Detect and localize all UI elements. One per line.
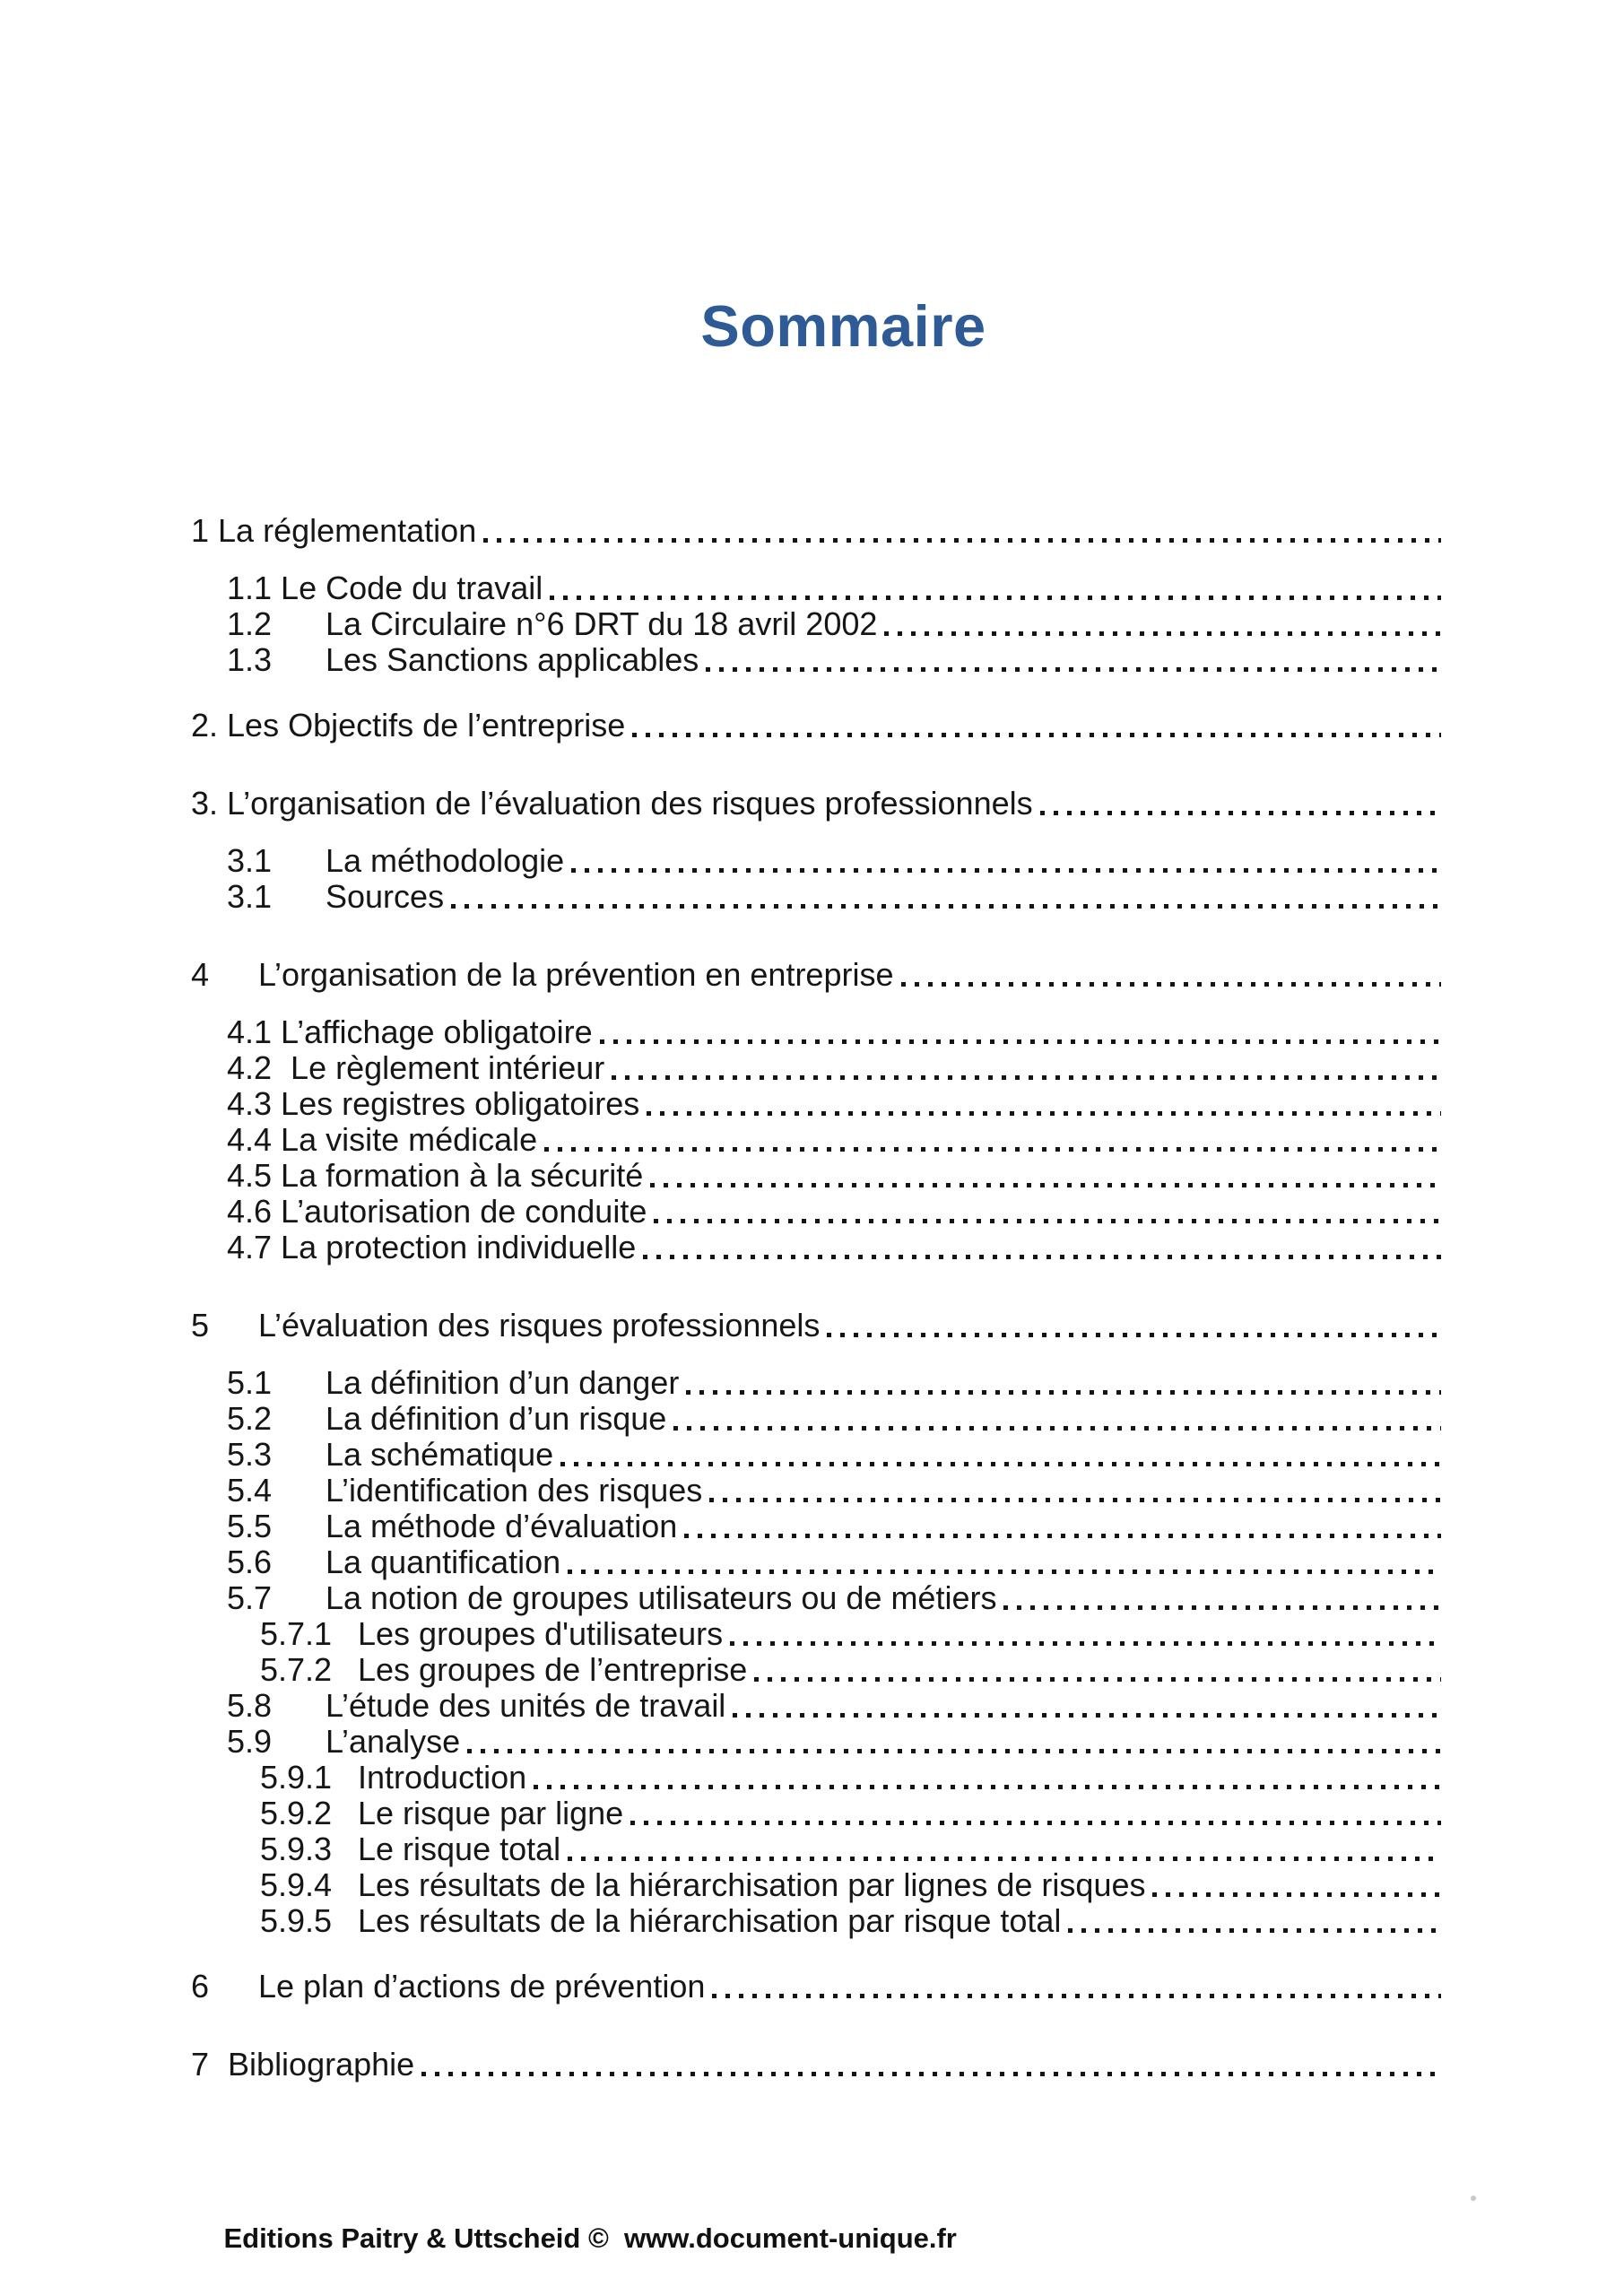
toc-entry-number: 1.2	[227, 605, 273, 642]
dot-leader	[1152, 1892, 1441, 1897]
dot-leader	[650, 1183, 1441, 1187]
toc-entry-label: La définition d’un danger	[326, 1364, 680, 1401]
toc-entry-label: L’autorisation de conduite	[281, 1193, 647, 1230]
toc-entry-label: Les groupes d'utilisateurs	[358, 1615, 724, 1652]
toc-entry	[191, 1437, 1442, 1473]
toc-entry-label: L’organisation de la prévention en entreprise	[258, 956, 894, 993]
toc-entry	[191, 843, 1442, 879]
dot-leader	[1068, 1928, 1441, 1933]
page-speck	[1471, 2196, 1476, 2201]
toc-entry	[191, 1401, 1442, 1437]
toc-entry-number: 5.5	[227, 1508, 273, 1544]
dot-leader	[550, 596, 1441, 600]
toc-entry-number: 5.9.5	[260, 1902, 333, 1939]
toc-entry-label: La schématique	[326, 1436, 554, 1473]
toc-entry-number: 3.	[191, 785, 219, 822]
dot-leader	[467, 1749, 1441, 1753]
toc-entry	[191, 1544, 1442, 1580]
toc-entry	[191, 606, 1442, 642]
toc-entry-number: 3.1	[227, 842, 273, 879]
dot-leader	[451, 904, 1441, 909]
toc-entry	[191, 1014, 1442, 1050]
toc-entry-label: La méthode d’évaluation	[326, 1508, 678, 1544]
toc-entry-label: Les groupes de l’entreprise	[358, 1651, 748, 1688]
toc-entry	[191, 2047, 1442, 2083]
toc-entry-label: Le risque par ligne	[358, 1795, 624, 1831]
toc-entry-number: 1.1	[227, 570, 273, 606]
dot-leader	[647, 1111, 1441, 1116]
toc-entry	[191, 879, 1442, 915]
dot-leader	[612, 1075, 1441, 1080]
toc-entry-label: La méthodologie	[326, 842, 565, 879]
table-of-contents	[191, 513, 1442, 2083]
dot-leader	[730, 1641, 1441, 1646]
dot-leader	[884, 631, 1441, 636]
dot-leader	[754, 1677, 1441, 1682]
toc-entry	[191, 1796, 1442, 1831]
dot-leader	[1040, 811, 1441, 815]
toc-entry	[191, 1616, 1442, 1652]
toc-entry-label: L’identification des risques	[326, 1472, 703, 1509]
dot-leader	[483, 538, 1441, 543]
toc-entry-label: La protection individuelle	[281, 1229, 637, 1265]
dot-leader	[654, 1219, 1441, 1223]
toc-entry-number: 7	[191, 2046, 210, 2083]
toc-entry	[191, 1760, 1442, 1796]
toc-entry-label: L’étude des unités de travail	[326, 1687, 726, 1724]
toc-entry	[191, 708, 1442, 744]
toc-entry-label: Bibliographie	[228, 2046, 415, 2083]
toc-entry	[191, 1580, 1442, 1616]
toc-entry-label: La notion de groupes utilisateurs ou de métiers	[326, 1579, 997, 1616]
dot-leader	[827, 1333, 1441, 1337]
dot-leader	[568, 1857, 1441, 1861]
toc-entry-number: 1	[191, 512, 210, 549]
toc-entry	[191, 1308, 1442, 1344]
toc-entry-number: 3.1	[227, 878, 273, 915]
toc-entry	[191, 1230, 1442, 1265]
dot-leader	[568, 1570, 1441, 1574]
toc-entry-label: La définition d’un risque	[326, 1400, 667, 1437]
toc-entry-label: La réglementation	[218, 512, 477, 549]
toc-entry-label: Introduction	[358, 1759, 527, 1796]
toc-entry-label: Les résultats de la hiérarchisation par lignes de risques	[358, 1866, 1146, 1903]
dot-leader	[421, 2072, 1441, 2076]
toc-entry-number: 6	[191, 1968, 210, 2005]
toc-entry-label: Les résultats de la hiérarchisation par risque total	[358, 1902, 1062, 1939]
toc-entry	[191, 1473, 1442, 1509]
toc-entry	[191, 1903, 1442, 1939]
toc-entry	[191, 570, 1442, 606]
toc-entry-number: 5.1	[227, 1364, 273, 1401]
footer	[193, 2185, 957, 2292]
toc-entry-label: Les Sanctions applicables	[326, 641, 699, 678]
dot-leader	[632, 733, 1441, 737]
toc-entry-number: 5.7.2	[260, 1651, 333, 1688]
toc-entry	[191, 1086, 1442, 1122]
dot-leader	[712, 1994, 1441, 1998]
toc-entry-number: 5.8	[227, 1687, 273, 1724]
toc-entry-label: L’évaluation des risques professionnels	[258, 1307, 821, 1344]
dot-leader	[706, 667, 1441, 672]
dot-leader	[1003, 1605, 1441, 1610]
toc-entry-label: La Circulaire n°6 DRT du 18 avril 2002	[326, 605, 878, 642]
toc-entry	[191, 1724, 1442, 1760]
toc-entry-number: 4.6	[227, 1193, 273, 1230]
toc-entry-label: Les Objectifs de l’entreprise	[227, 707, 626, 744]
dot-leader	[673, 1426, 1441, 1431]
toc-entry-label: La formation à la sécurité	[281, 1157, 644, 1194]
toc-entry-label: Sources	[326, 878, 445, 915]
toc-entry	[191, 1831, 1442, 1867]
toc-entry-number: 5.4	[227, 1472, 273, 1509]
toc-entry	[191, 1158, 1442, 1194]
toc-entry	[191, 1365, 1442, 1401]
dot-leader	[901, 982, 1442, 987]
toc-entry	[191, 1652, 1442, 1688]
toc-entry-label: Le risque total	[358, 1831, 561, 1867]
toc-entry-label: Le plan d’actions de prévention	[258, 1968, 706, 2005]
dot-leader	[684, 1534, 1441, 1538]
page-title: Sommaire	[700, 293, 986, 359]
toc-entry	[191, 1050, 1442, 1086]
toc-entry-number: 5.9	[227, 1723, 273, 1760]
toc-entry-label: L’analyse	[326, 1723, 461, 1760]
toc-entry-number: 4.2	[227, 1049, 273, 1086]
dot-leader	[600, 1039, 1441, 1044]
toc-entry-label: Les registres obligatoires	[281, 1085, 640, 1122]
footer-text: Editions Paitry & Uttscheid © www.document-unique.fr	[223, 2222, 957, 2254]
toc-entry-number: 4.5	[227, 1157, 273, 1194]
toc-entry-label: Le règlement intérieur	[291, 1049, 605, 1086]
toc-entry-number: 5	[191, 1307, 210, 1344]
dot-leader	[643, 1255, 1441, 1259]
toc-entry-label: Le Code du travail	[281, 570, 543, 606]
toc-entry-number: 5.9.4	[260, 1866, 333, 1903]
toc-entry	[191, 1969, 1442, 2005]
toc-entry-number: 5.7.1	[260, 1615, 333, 1652]
toc-entry-number: 5.2	[227, 1400, 273, 1437]
toc-entry-number: 4.1	[227, 1013, 273, 1050]
dot-leader	[733, 1713, 1441, 1718]
toc-entry-number: 5.7	[227, 1579, 273, 1616]
toc-entry-label: La quantification	[326, 1544, 561, 1580]
toc-entry	[191, 1867, 1442, 1903]
dot-leader	[544, 1147, 1441, 1152]
dot-leader	[686, 1390, 1441, 1395]
toc-entry-label: La visite médicale	[281, 1121, 538, 1158]
dot-leader	[630, 1821, 1441, 1825]
dot-leader	[709, 1498, 1441, 1502]
toc-entry-number: 4.3	[227, 1085, 273, 1122]
toc-entry	[191, 1122, 1442, 1158]
toc-entry-number: 2.	[191, 707, 219, 744]
toc-entry-number: 5.9.2	[260, 1795, 333, 1831]
toc-entry-number: 5.6	[227, 1544, 273, 1580]
toc-entry-number: 5.9.3	[260, 1831, 333, 1867]
toc-entry	[191, 642, 1442, 678]
dot-leader	[534, 1785, 1441, 1789]
toc-entry	[191, 786, 1442, 822]
dot-leader	[560, 1462, 1441, 1466]
toc-entry	[191, 1194, 1442, 1230]
toc-entry-label: L’organisation de l’évaluation des risques professionnels	[227, 785, 1033, 822]
toc-entry-label: L’affichage obligatoire	[281, 1013, 593, 1050]
toc-entry	[191, 1509, 1442, 1544]
toc-entry-number: 4.4	[227, 1121, 273, 1158]
toc-entry	[191, 513, 1442, 549]
toc-entry-number: 1.3	[227, 641, 273, 678]
toc-entry-number: 5.3	[227, 1436, 273, 1473]
dot-leader	[571, 868, 1441, 873]
toc-entry-number: 5.9.1	[260, 1759, 333, 1796]
toc-entry	[191, 1688, 1442, 1724]
toc-entry-number: 4	[191, 956, 210, 993]
toc-entry	[191, 957, 1442, 993]
toc-entry-number: 4.7	[227, 1229, 273, 1265]
